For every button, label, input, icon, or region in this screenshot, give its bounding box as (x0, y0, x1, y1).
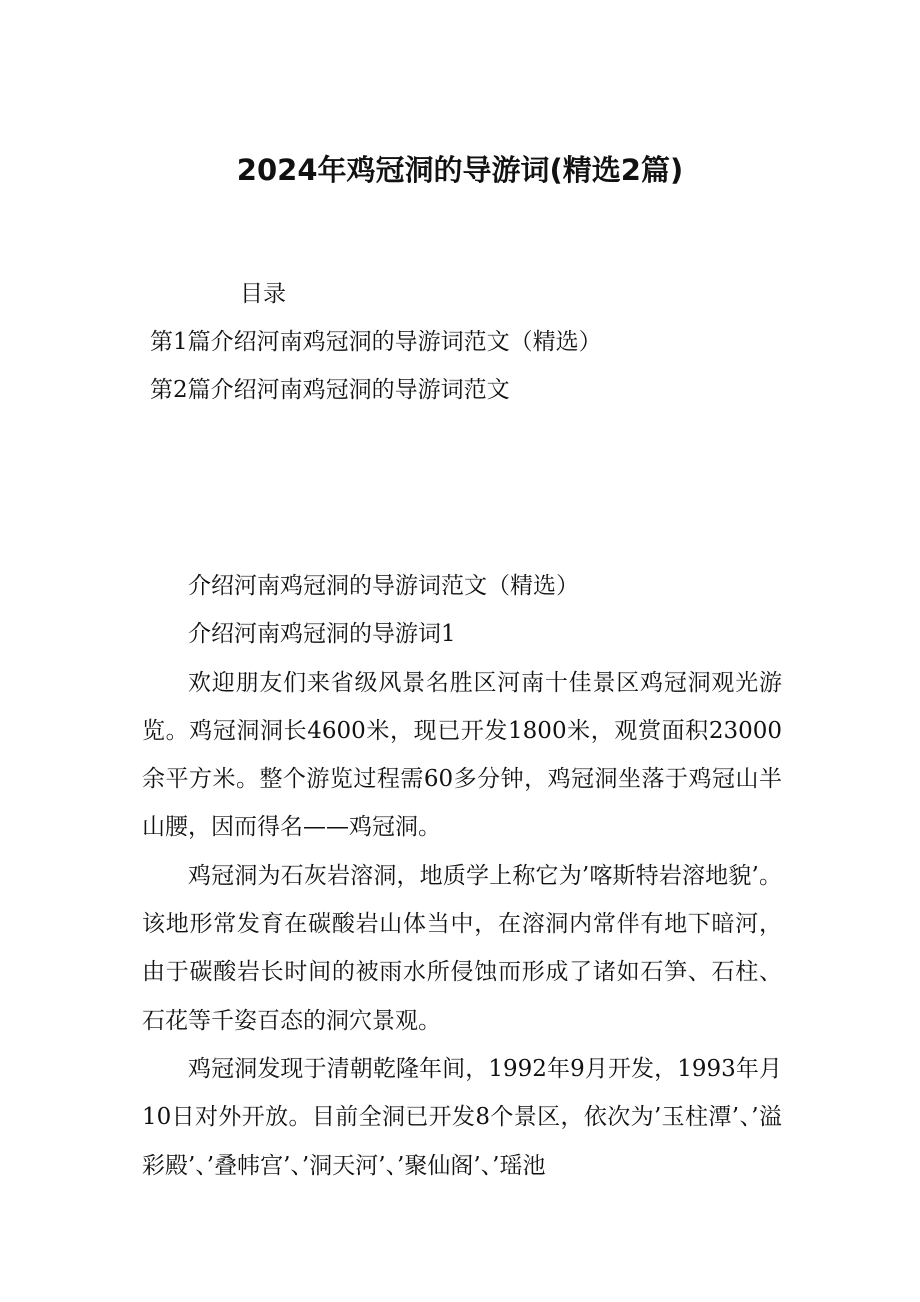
toc-item-2[interactable]: 第2篇介绍河南鸡冠洞的导游词范文 (150, 377, 510, 403)
document-title: 2024年鸡冠洞的导游词(精选2篇) (236, 153, 684, 187)
toc-heading: 目录 (240, 281, 286, 307)
section-title: 介绍河南鸡冠洞的导游词范文（精选） (188, 573, 579, 599)
subsection-title: 介绍河南鸡冠洞的导游词1 (188, 621, 456, 648)
paragraph-3: 鸡冠洞发现于清朝乾隆年间，1992年9月开发，1993年月10日对外开放。目前全洞已开发8个景区，依次为’玉柱潭’、’溢彩殿’、’叠帏宫’、’洞天河’、’聚仙阁’、’瑶池 (142, 1055, 782, 1179)
paragraph-2: 鸡冠洞为石灰岩溶洞，地质学上称它为’喀斯特岩溶地貌’。该地形常发育在碳酸岩山体当中，在溶洞内常伴有地下暗河，由于碳酸岩长时间的被雨水所侵蚀而形成了诸如石笋、石柱、石花等千姿百态的洞穴景观。 (142, 862, 782, 1034)
toc-item-1[interactable]: 第1篇介绍河南鸡冠洞的导游词范文（精选） (150, 329, 602, 355)
paragraph-1: 欢迎朋友们来省级风景名胜区河南十佳景区鸡冠洞观光游览。鸡冠洞洞长4600米，现已开发1800米，观赏面积23000余平方米。整个游览过程需60多分钟，鸡冠洞坐落于鸡冠山半山腰，因而得名——鸡冠洞。 (142, 669, 782, 841)
document-body (142, 562, 782, 1190)
